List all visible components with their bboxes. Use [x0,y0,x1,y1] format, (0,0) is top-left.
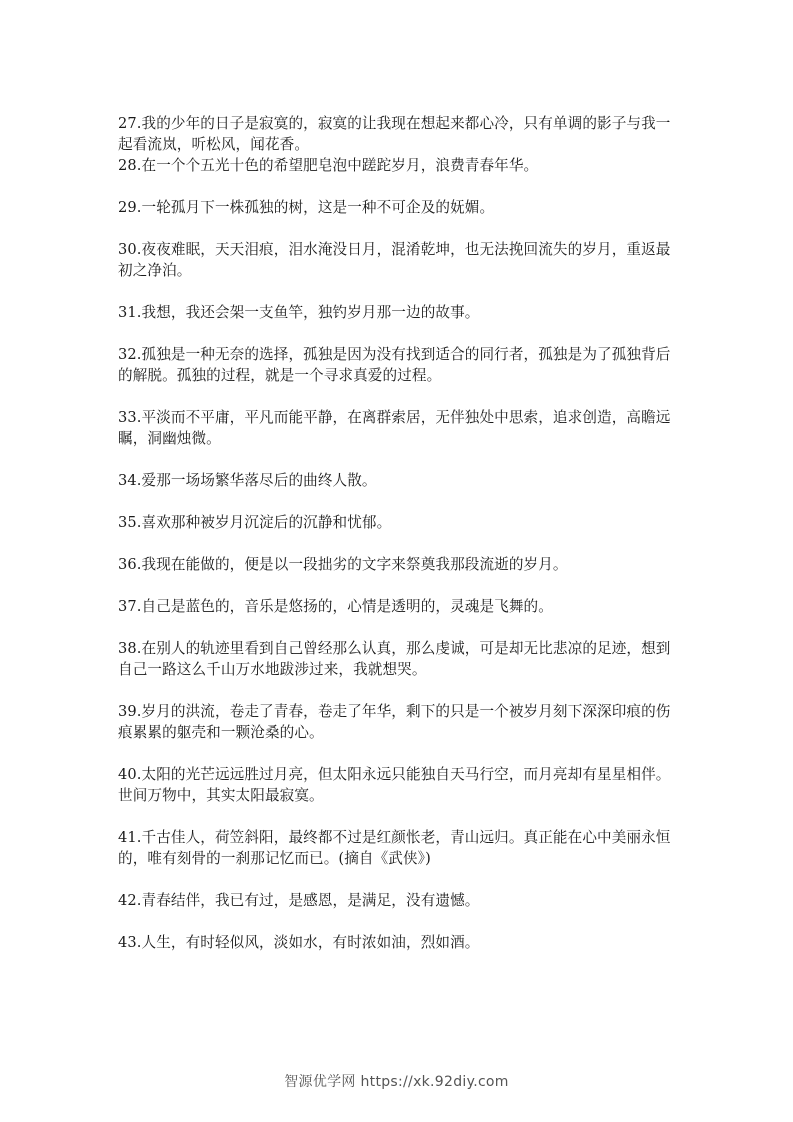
entry-43: 43.人生，有时轻似风，淡如水，有时浓如油，烈如酒。 [118,934,480,951]
entry-list [118,113,683,974]
entry-32: 32.孤独是一种无奈的选择，孤独是因为没有找到适合的同行者，孤独是为了孤独背后的解脱。孤独的过程，就是一个寻求真爱的过程。 [118,346,671,384]
entry-33: 33.平淡而不平庸，平凡而能平静，在离群索居，无伴独处中思索，追求创造，高瞻远瞩，洞幽烛微。 [118,409,671,447]
entry-41: 41.千古佳人，荷笠斜阳，最终都不过是红颜怅老，青山远归。真正能在心中美丽永恒的，唯有刻骨的一刹那记忆而已。(摘自《武侠》) [118,829,671,867]
entry-42: 42.青春结伴，我已有过，是感恩，是满足，没有遗憾。 [118,892,480,909]
entry-29: 29.一轮孤月下一株孤独的树，这是一种不可企及的妩媚。 [118,199,495,216]
entry-40: 40.太阳的光芒远远胜过月亮，但太阳永远只能独自天马行空，而月亮却有星星相伴。世间万物中，其实太阳最寂寞。 [118,766,671,804]
entry-28: 28.在一个个五光十色的希望肥皂泡中蹉跎岁月，浪费青春年华。 [118,157,539,174]
entry-37: 37.自己是蓝色的，音乐是悠扬的，心情是透明的，灵魂是飞舞的。 [118,598,553,615]
entry-31: 31.我想，我还会架一支鱼竿，独钓岁月那一边的故事。 [118,304,480,321]
entry-38: 38.在别人的轨迹里看到自己曾经那么认真，那么虔诚，可是却无比悲凉的足迹，想到自己一路这么千山万水地跋涉过来，我就想哭。 [118,640,671,678]
entry-35: 35.喜欢那种被岁月沉淀后的沉静和忧郁。 [118,514,392,531]
entry-30: 30.夜夜难眠，天天泪痕，泪水淹没日月，混淆乾坤，也无法挽回流失的岁月，重返最初之净泊。 [118,241,671,279]
entry-27: 27.我的少年的日子是寂寞的，寂寞的让我现在想起来都心冷，只有单调的影子与我一起看流岚，听松风，闻花香。 [118,115,671,153]
footer-watermark: 智源优学网 https://xk.92diy.com [284,1074,509,1090]
entry-36: 36.我现在能做的，便是以一段拙劣的文字来祭奠我那段流逝的岁月。 [118,556,568,573]
entry-34: 34.爱那一场场繁华落尽后的曲终人散。 [118,472,377,489]
entry-39: 39.岁月的洪流，卷走了青春，卷走了年华，剩下的只是一个被岁月刻下深深印痕的伤痕累累的躯壳和一颗沧桑的心。 [118,703,671,741]
